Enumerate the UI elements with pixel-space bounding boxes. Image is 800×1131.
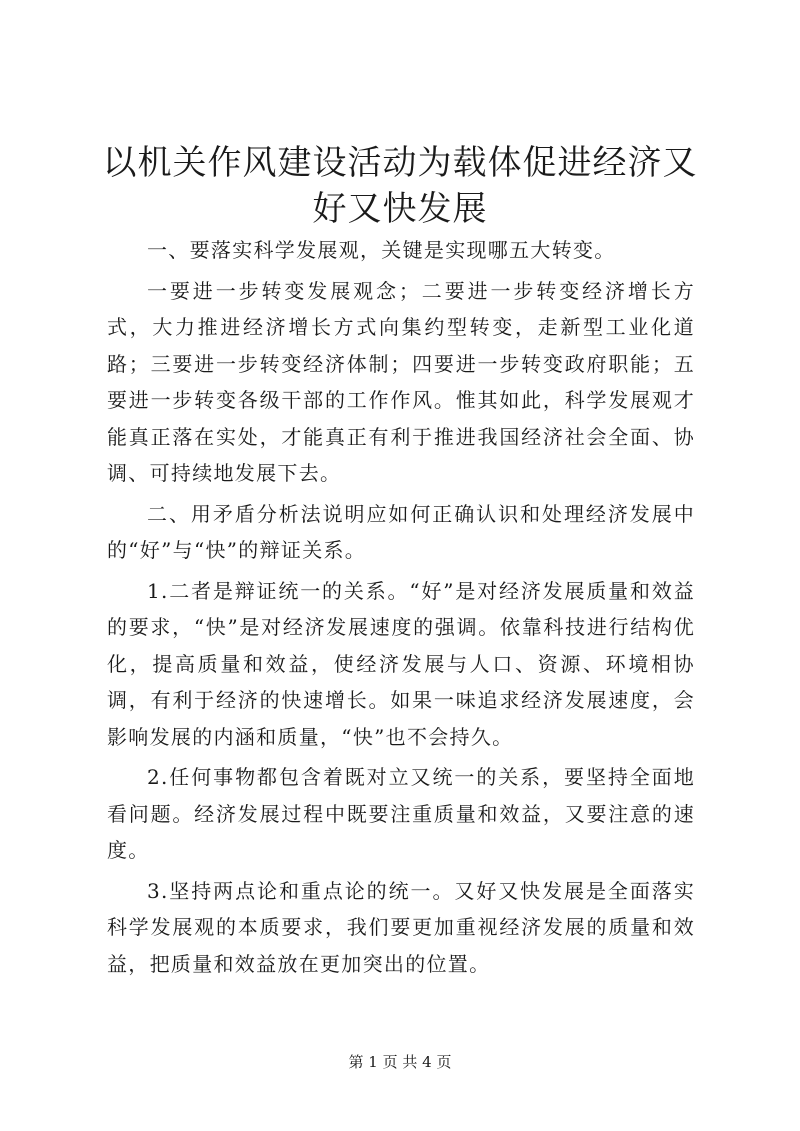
document-body: [107, 232, 695, 986]
document-title: 以机关作风建设活动为载体促进经济又好又快发展: [102, 143, 698, 229]
paragraph-point-2: 2.任何事物都包含着既对立又统一的关系，要坚持全面地看问题。经济发展过程中既要注重质量和效益，又要注意的速度。: [107, 765, 695, 862]
paragraph-section-1-heading: 一、要落实科学发展观，关键是实现哪五大转变。: [147, 238, 616, 262]
page-footer: [0, 1052, 800, 1072]
page-number-label: 第 1 页 共 4 页: [348, 1053, 452, 1071]
paragraph-point-1: 1.二者是辩证统一的关系。“好”是对经济发展质量和效益的要求，“快”是对经济发展速度的强调。依靠科技进行结构优化，提高质量和效益，使经济发展与人口、资源、环境相协调，有利于经济的快速增长。如果一味追求经济发展速度，会影响发展的内涵和质量，“快”也不会持久。: [107, 578, 695, 749]
paragraph-point-3: 3.坚持两点论和重点论的统一。又好又快发展是全面落实科学发展观的本质要求，我们要更加重视经济发展的质量和效益，把质量和效益放在更加突出的位置。: [107, 878, 695, 976]
paragraph-section-2-heading: 二、用矛盾分析法说明应如何正确认识和处理经济发展中的“好”与“快”的辩证关系。: [107, 501, 695, 562]
paragraph-section-1-content: 一要进一步转变发展观念；二要进一步转变经济增长方式，大力推进经济增长方式向集约型转变，走新型工业化道路；三要进一步转变经济体制；四要进一步转变政府职能；五要进一步转变各级干部的工作作风。惟其如此，科学发展观才能真正落在实处，才能真正有利于推进我国经济社会全面、协调、可持续地发展下去。: [107, 278, 695, 485]
